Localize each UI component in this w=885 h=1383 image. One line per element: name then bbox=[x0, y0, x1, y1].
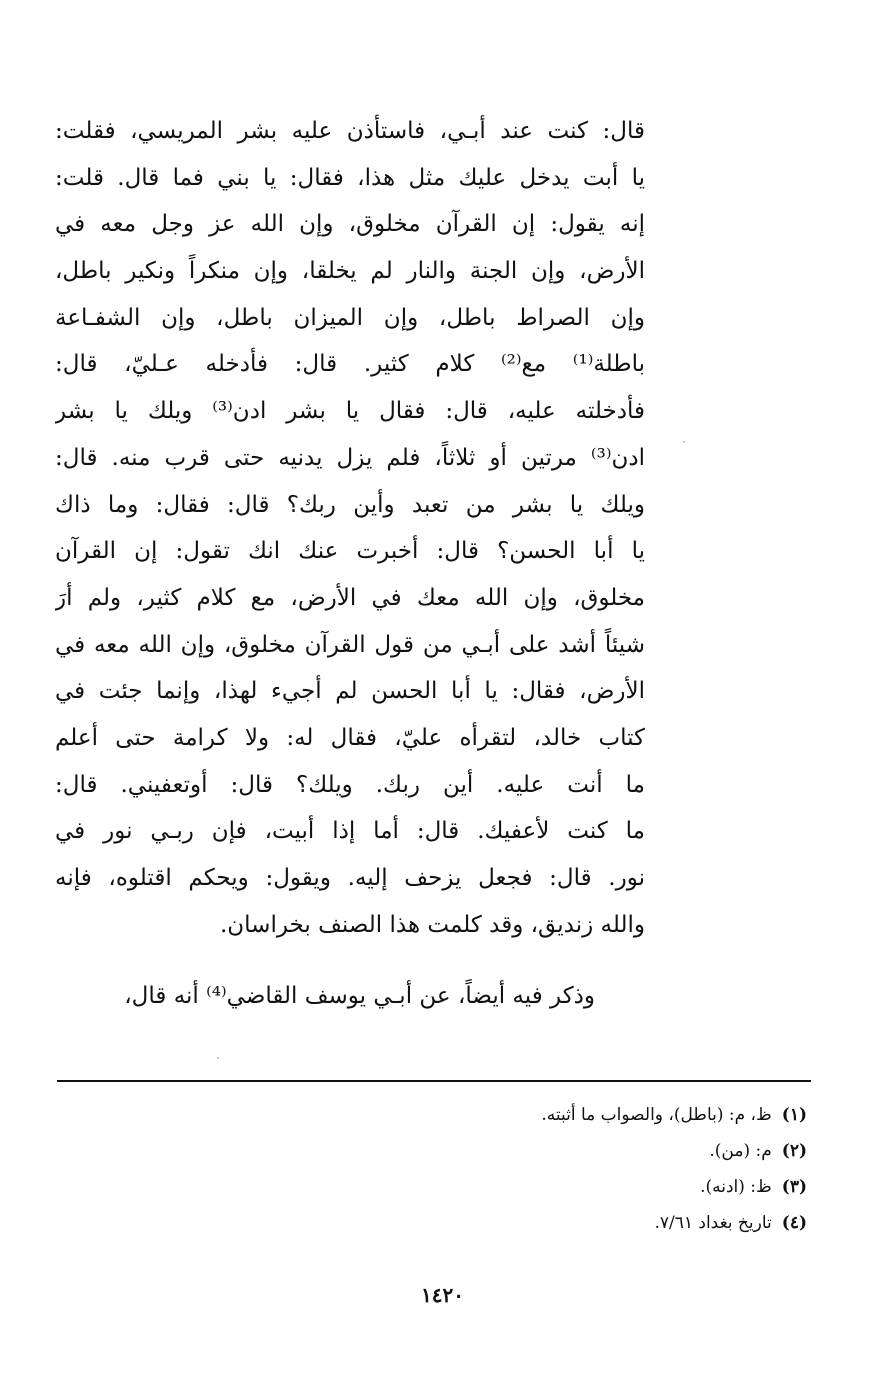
page-number: ١٤٢٠ bbox=[421, 1283, 464, 1307]
footnote bbox=[107, 1097, 807, 1133]
text-line: الأرض، وإن الجنة والنار لم يخلقا، وإن منكراً ونكير باطل، bbox=[55, 258, 645, 285]
second-paragraph: وذكر فيه أيضاً، عن أبـي يوسف القاضي⁽⁴⁾ أنه قال، bbox=[124, 983, 595, 1009]
footnote-separator bbox=[57, 1080, 811, 1082]
text-line: الأرض، فقال: يا أبا الحسن لم أجيء لهذا، وإنما جئت في bbox=[55, 678, 645, 705]
footnote-number: (١) bbox=[781, 1105, 807, 1125]
text-line: ادن⁽³⁾ مرتين أو ثلاثاً، فلم يزل يدنيه حتى قرب منه. قال: bbox=[55, 444, 645, 471]
footnote-text: ظ، م: (باطل)، والصواب ما أثبته. bbox=[541, 1105, 772, 1125]
footnote-number: (٤) bbox=[781, 1213, 807, 1233]
text-line: يا أبا الحسن؟ قال: أخبرت عنك انك تقول: إن القرآن bbox=[55, 538, 645, 565]
text-line: ويلك يا بشر من تعبد وأين ربك؟ قال: فقال: وما ذاك bbox=[55, 491, 645, 518]
text-line: ما كنت لأعفيك. قال: أما إذا أبيت، فإن ربـي نور في bbox=[55, 818, 645, 845]
text-line: قال: كنت عند أبـي، فاستأذن عليه بشر المريسي، فقلت: bbox=[55, 118, 645, 144]
text-line: والله زنديق، وقد كلمت هذا الصنف بخراسان. bbox=[219, 911, 645, 938]
paper-speck bbox=[217, 1057, 219, 1059]
text-line: وإن الصراط باطل، وإن الميزان باطل، وإن الشفـاعة bbox=[55, 304, 645, 331]
text-line: باطلة⁽¹⁾ مع⁽²⁾ كلام كثير. قال: فأدخله عـليّ، قال: bbox=[55, 351, 645, 378]
footnote-number: (٢) bbox=[781, 1141, 807, 1161]
paper-speck bbox=[683, 441, 685, 443]
footnote-text: م: (من). bbox=[709, 1141, 772, 1161]
text-line: كتاب خالد، لتقرأه عليّ، فقال له: ولا كرامة حتى أعلم bbox=[55, 724, 645, 751]
text-line: نور. قال: فجعل يزحف إليه. ويقول: ويحكم اقتلوه، فإنه bbox=[55, 865, 645, 891]
text-line: مخلوق، وإن الله معك في الأرض، مع كلام كثير، ولم أرَ bbox=[55, 584, 645, 611]
text-line: يا أبت يدخل عليك مثل هذا، فقال: يا بني فما قال. قلت: bbox=[55, 164, 645, 191]
footnote-text: ظ: (ادنه). bbox=[700, 1177, 772, 1197]
footnote bbox=[107, 1205, 807, 1241]
footnote bbox=[107, 1169, 807, 1205]
footnote bbox=[107, 1133, 807, 1169]
footnote-number: (٣) bbox=[781, 1177, 807, 1197]
text-line: ما أنت عليه. أين ربك. ويلك؟ قال: أوتعفيني. قال: bbox=[55, 771, 645, 798]
main-text-block bbox=[55, 108, 645, 948]
text-line: إنه يقول: إن القرآن مخلوق، وإن الله عز وجل معه في bbox=[55, 211, 645, 238]
text-line: شيئاً أشد على أبـي من قول القرآن مخلوق، وإن الله معه في bbox=[55, 631, 645, 658]
footnotes bbox=[107, 1097, 807, 1241]
text-line: فأدخلته عليه، قال: فقال يا بشر ادن⁽³⁾ ويلك يا بشر bbox=[55, 398, 645, 425]
footnote-text: تاريخ بغداد ٧/٦١. bbox=[654, 1213, 772, 1233]
